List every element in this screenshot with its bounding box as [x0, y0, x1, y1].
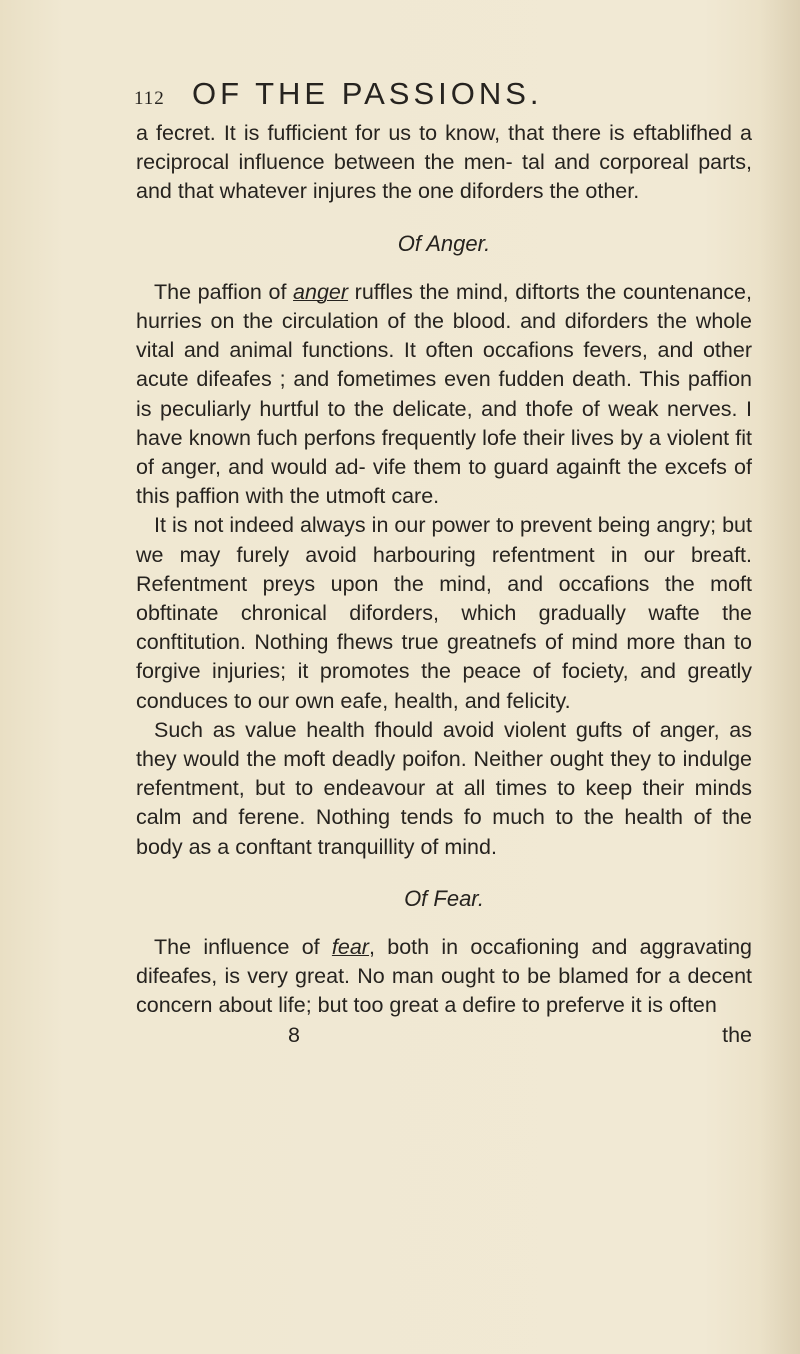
- catchword: the: [722, 1022, 752, 1047]
- paragraph-anger-start: The paffion of: [154, 279, 294, 304]
- running-title: OF THE PASSIONS.: [192, 76, 543, 111]
- paragraph-resentment: It is not indeed always in our power to prevent being angry; but we may furely avoid harbouring refentment in our breaft. Refentment preys upon the mind, and occafions the moft obftinate chronical diforders, which gradually wafte the conftitution. Nothing fhews true greatnefs of mind more than to forgive injuries; it promotes the peace of fociety, and greatly conduces to our own eafe, health, and felicity.: [136, 513, 752, 713]
- paragraph-anger-rest: ruffles the mind, diftorts the countenance, hurries on the circulation of the blood. and diforders the whole vital and animal functions. It often occafions fevers, and other acute difeafes ; and fometimes even fudden death. This paffion is peculiarly hurtful to the delicate, and thofe of weak nerves. I have known fuch perfons frequently lofe their lives by a violent fit of anger, and would ad- vife them to guard againft the excefs of this paffion with the utmoft care.: [136, 279, 752, 509]
- paragraph-fear-rest: , both in occafioning and aggravating difeafes, is very great. No man ought to be blamed for a decent concern about life; but too great a defire to preferve it is often: [136, 935, 752, 1018]
- page-edge-shadow: [760, 0, 800, 1354]
- page-number: 112: [134, 88, 165, 109]
- emphasis-anger: anger: [293, 279, 349, 304]
- paragraph-fear: [136, 933, 752, 1021]
- page-footer: [136, 1021, 752, 1050]
- paragraph-health: Such as value health fhould avoid violent gufts of anger, as they would the moft deadly poifon. Neither ought they to indulge refentment, but to endeavour at all times to keep their minds calm and ferene. Nothing tends fo much to the health of the body as a conftant tranquillity of mind.: [136, 717, 752, 859]
- emphasis-fear: fear: [331, 935, 369, 960]
- paragraph-anger: [136, 278, 752, 512]
- signature-mark: 8: [288, 1022, 300, 1047]
- paragraph-fear-start: The influence of: [154, 935, 332, 960]
- text-block: [136, 119, 752, 1050]
- page-header: [134, 76, 694, 116]
- paragraph-continued: a fecret. It is fufficient for us to know, that there is eftablifhed a reciprocal influence between the men- tal and corporeal parts, and that whatever injures the one diforders the other.: [136, 121, 752, 204]
- section-heading-anger: Of Anger.: [397, 230, 491, 256]
- section-heading-fear: Of Fear.: [404, 885, 484, 911]
